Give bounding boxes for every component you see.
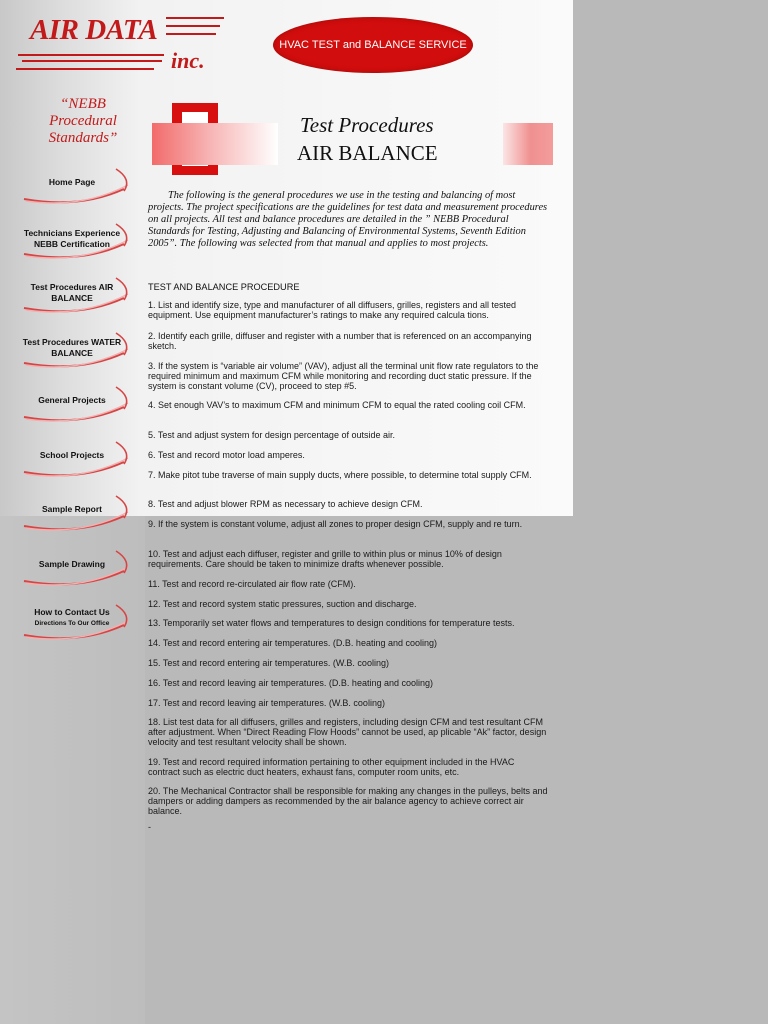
procedure-step: 11. Test and record re-circulated air flow rate (CFM). xyxy=(148,579,356,589)
title-decoration-right xyxy=(503,123,553,165)
title-decoration xyxy=(152,103,278,175)
procedure-step: 2. Identify each grille, diffuser and register with a number that is referenced on an accompanying sketch. xyxy=(148,331,532,351)
procedure-heading: TEST AND BALANCE PROCEDURE xyxy=(148,282,300,292)
nav-sublabel: Directions To Our Office xyxy=(34,620,110,627)
procedure-step: 16. Test and record leaving air temperatures. (D.B. heating and cooling) xyxy=(148,678,433,688)
nav-school-projects[interactable] xyxy=(20,438,132,478)
procedure-step: 3. If the system is “variable air volume” (VAV), adjust all the terminal unit flow rate regulators to the required minimum and maximum CFM while monitoring and recording duct static pressure. If the system is constant volume (CV), proceed to step #5. xyxy=(148,361,539,391)
procedure-step: 4. Set enough VAV’s to maximum CFM and minimum CFM to equal the rated cooling coil CFM. xyxy=(148,400,526,410)
procedure-step: 1. List and identify size, type and manufacturer of all diffusers, grilles, registers and all tested equipment. Use equipment manufacturer’s ratings to make any required calcula tions. xyxy=(148,300,517,320)
nav-label: Home Page xyxy=(48,177,96,187)
nav-technicians-experience[interactable] xyxy=(20,220,132,260)
nav-label: Test Procedures WATER BALANCE xyxy=(22,337,122,358)
logo-name: AIR DATA xyxy=(30,14,158,46)
page-subtitle: AIR BALANCE xyxy=(297,141,438,165)
nav-label: Test Procedures AIR BALANCE xyxy=(30,282,114,303)
procedure-step: 10. Test and adjust each diffuser, register and grille to within plus or minus 10% of design requirements. Care should be taken to minimize drafts whenever possible. xyxy=(148,549,502,569)
nav-contact-us[interactable] xyxy=(20,601,132,641)
service-badge-text: HVAC TEST and BALANCE SERVICE xyxy=(279,39,467,51)
company-logo[interactable] xyxy=(16,12,231,82)
sidebar-quote: “NEBB Procedural Standards” xyxy=(48,96,118,146)
service-badge xyxy=(273,17,473,73)
logo-line xyxy=(166,25,220,27)
nav-sample-drawing[interactable] xyxy=(20,547,132,587)
logo-line xyxy=(22,60,162,62)
logo-line xyxy=(18,54,164,56)
procedure-step: 9. If the system is constant volume, adjust all zones to proper design CFM, supply and re turn. xyxy=(148,519,523,529)
nav-label: How to Contact Us xyxy=(34,607,110,617)
nav-test-procedures-water[interactable] xyxy=(20,329,132,369)
logo-line xyxy=(16,68,154,70)
procedure-step: 8. Test and adjust blower RPM as necessary to achieve design CFM. xyxy=(148,499,423,509)
procedure-step: 17. Test and record leaving air temperatures. (W.B. cooling) xyxy=(148,698,385,708)
nav-label: General Projects xyxy=(38,395,106,405)
logo-suffix: inc. xyxy=(171,48,205,73)
procedure-step: 13. Temporarily set water flows and temperatures to design conditions for temperature tests. xyxy=(148,618,515,628)
intro-paragraph: The following is the general procedures we use in the testing and balancing of most projects. The project specifications are the guidelines for test data and measurement procedures on all projects. All test and balance procedures are detailed in the ” NEBB Procedural Standards for Testing, Adjusting and Balancing of Environmental Systems, Seventh Edition 2005”. The following was selected from that manual and applies to most projects. xyxy=(148,190,548,249)
procedure-step: 18. List test data for all diffusers, grilles and registers, including design CFM and test resultant CFM after adjustment. When “Direct Reading Flow Hoods” cannot be used, ap plicable “Ak” factor, design velocity and test resultant velocity shall be shown. xyxy=(148,717,547,747)
nav-general-projects[interactable] xyxy=(20,383,132,423)
logo-line xyxy=(166,33,216,35)
page-title: Test Procedures xyxy=(300,113,434,137)
procedure-step: 5. Test and adjust system for design percentage of outside air. xyxy=(148,430,395,440)
nav-label: Sample Drawing xyxy=(38,559,106,569)
nav-home-page[interactable] xyxy=(20,165,132,205)
procedure-step: 7. Make pitot tube traverse of main supply ducts, where possible, to determine total supply CFM. xyxy=(148,470,532,480)
procedure-step: 15. Test and record entering air temperatures. (W.B. cooling) xyxy=(148,658,389,668)
logo-line xyxy=(166,17,224,19)
nav-sample-report[interactable] xyxy=(20,492,132,532)
procedure-step: 14. Test and record entering air temperatures. (D.B. heating and cooling) xyxy=(148,638,437,648)
procedure-step: - xyxy=(148,822,151,832)
nav-label: Sample Report xyxy=(42,504,102,514)
nav-label: Technicians Experience NEBB Certification xyxy=(23,228,121,249)
procedure-step: 6. Test and record motor load amperes. xyxy=(148,450,305,460)
procedure-step: 19. Test and record required information pertaining to other equipment included in the HVAC contract such as electric duct heaters, exhaust fans, computer room units, etc. xyxy=(148,757,515,777)
sidebar-background xyxy=(0,516,145,1024)
procedure-step: 12. Test and record system static pressures, suction and discharge. xyxy=(148,599,417,609)
nav-label: School Projects xyxy=(39,450,105,460)
nav-test-procedures-air[interactable] xyxy=(20,274,132,314)
procedure-step: 20. The Mechanical Contractor shall be responsible for making any changes in the pulleys, belts and dampers or adding dampers as recommended by the air balance agency to achieve correct air balance. xyxy=(148,786,548,816)
